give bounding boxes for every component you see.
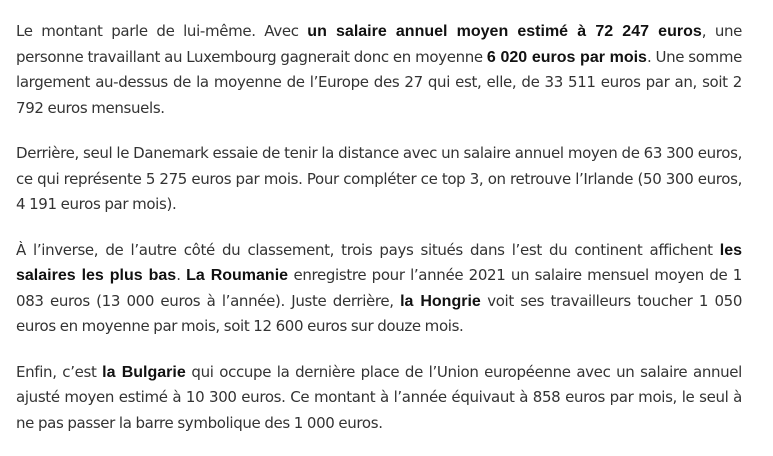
text-segment: , une personne travaillant au Luxembourg gagnerait donc en moyenne — [16, 22, 743, 66]
text-segment: . Une somme largement au-dessus de la moyenne de l’Europe des 27 qui est, elle, de 33 511 euros par an, soit 2 792 euros mensuels. — [16, 47, 742, 117]
text-segment: . — [176, 266, 187, 284]
text-segment: enregistre pour l’année 2021 un salaire mensuel moyen de 1 083 euros (13 000 euros à l’année). Juste derrière, — [16, 266, 742, 310]
paragraph-denmark-ireland — [16, 141, 742, 218]
text-segment: voit ses travailleurs toucher 1 050 euros en moyenne par mois, soit 12 600 euros sur douze mois. — [16, 291, 743, 335]
highlight-monthly-salary: 6 020 euros par mois — [486, 48, 647, 66]
text-segment: qui occupe la dernière place de l’Union européenne avec un salaire annuel ajusté moyen estimé à 10 300 euros. Ce montant à l’année équivaut à 858 euros par mois, le seul à ne pas passer la barre symbolique des 1 000 euros. — [16, 362, 742, 432]
highlight-romania: La Roumanie — [186, 267, 289, 284]
highlight-bulgaria: la Bulgarie — [102, 363, 186, 381]
text-segment: Derrière, seul le Danemark essaie de tenir la distance avec un salaire annuel moyen de 63 300 euros, ce qui représente 5 275 euros par mois. Pour compléter ce top 3, on retrouve l’Irlande (50 300 euros, 4 191 euros par mois). — [16, 144, 742, 213]
highlight-lowest-salaries: les salaires les plus bas — [16, 241, 742, 284]
article-body — [16, 19, 742, 456]
text-segment: Enfin, c’est — [16, 362, 103, 381]
highlight-annual-salary: un salaire annuel moyen estimé à 72 247 euros — [307, 23, 702, 40]
paragraph-bulgaria — [16, 360, 742, 437]
text-segment: À l’inverse, de l’autre côté du classement, trois pays situés dans l’est du continent affichent — [16, 240, 720, 259]
highlight-hungary: la Hongrie — [400, 292, 481, 310]
paragraph-lowest-salaries — [16, 238, 742, 340]
paragraph-luxembourg — [16, 19, 742, 121]
text-segment: Le montant parle de lui-même. Avec — [16, 22, 308, 40]
